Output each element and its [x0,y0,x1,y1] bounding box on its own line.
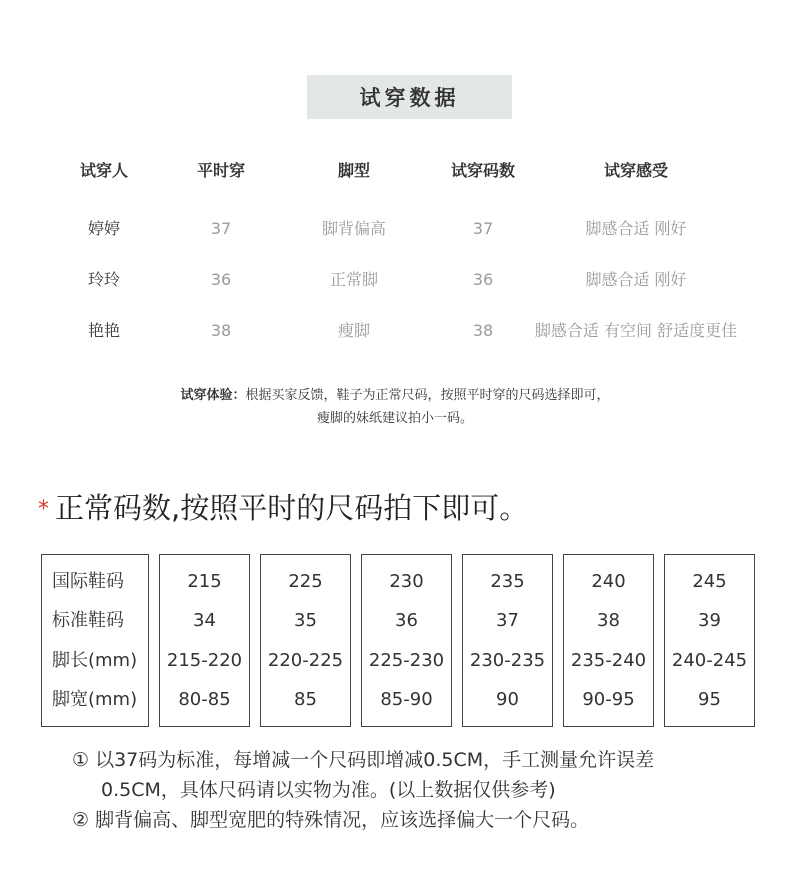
std-size: 35 [294,610,317,631]
size-column [462,554,553,727]
header-foot-type: 脚型 [337,161,371,180]
foot-length: 215-220 [166,650,243,671]
size-headline [38,488,528,528]
std-size: 37 [496,610,519,631]
foot-width: 85-90 [380,689,433,710]
row-label: 脚长(mm) [52,650,138,671]
section-title: 试穿数据 [307,75,512,119]
std-size: 36 [395,610,418,631]
usual-size: 36 [210,270,232,289]
size-column [563,554,654,727]
header-usual-size: 平时穿 [196,161,246,180]
size-note-2: ② 脚背偏高、脚型宽肥的特殊情况，应该选择偏大一个尺码。 [72,809,590,831]
foot-length: 220-225 [267,650,344,671]
std-size: 38 [597,610,620,631]
std-size: 34 [193,610,216,631]
table-row [0,267,790,293]
foot-type: 脚背偏高 [321,219,387,238]
foot-width: 80-85 [178,689,231,710]
intl-size: 240 [591,571,626,592]
foot-type: 瘦脚 [337,321,371,340]
try-on-note [0,384,790,407]
foot-width: 85 [294,689,317,710]
tried-size: 36 [472,270,494,289]
foot-length: 235-240 [570,650,647,671]
foot-width: 95 [698,689,721,710]
intl-size: 235 [490,571,525,592]
header-tried-size: 试穿码数 [450,161,516,180]
table-row [0,216,790,242]
feeling: 脚感合适 有空间 舒适度更佳 [534,321,738,340]
foot-width: 90-95 [582,689,635,710]
headline-text: 正常码数,按照平时的尺码拍下即可。 [55,491,529,525]
size-note-1: ① 以37码为标准，每增减一个尺码即增减0.5CM，手工测量允许误差 [72,749,655,771]
tester-name: 艳艳 [87,321,121,340]
size-column [361,554,452,727]
intl-size: 230 [389,571,424,592]
tried-size: 37 [472,219,494,238]
note-label: 试穿体验： [180,388,246,403]
foot-length: 240-245 [671,650,748,671]
size-column [159,554,250,727]
foot-length: 225-230 [368,650,445,671]
note-line-2: 瘦脚的妹纸建议拍小一码。 [316,411,473,426]
intl-size: 245 [692,571,727,592]
tester-name: 婷婷 [87,219,121,238]
size-column [260,554,351,727]
std-size: 39 [698,610,721,631]
size-table-labels [41,554,149,727]
row-label: 脚宽(mm) [52,689,138,710]
feeling: 脚感合适 刚好 [585,219,687,238]
intl-size: 215 [187,571,222,592]
foot-length: 230-235 [469,650,546,671]
header-feeling: 试穿感受 [603,161,669,180]
intl-size: 225 [288,571,323,592]
usual-size: 38 [210,321,232,340]
usual-size: 37 [210,219,232,238]
size-note-1-continued: 0.5CM，具体尺码请以实物为准。(以上数据仅供参考) [101,779,556,801]
feeling: 脚感合适 刚好 [585,270,687,289]
row-label: 国际鞋码 [52,571,124,592]
try-on-table-header [0,158,790,184]
size-column [664,554,755,727]
note-line-1: 根据买家反馈，鞋子为正常尺码，按照平时穿的尺码选择即可， [245,388,610,403]
tried-size: 38 [472,321,494,340]
table-row [0,318,790,344]
row-label: 标准鞋码 [52,610,124,631]
header-tester: 试穿人 [79,161,129,180]
tester-name: 玲玲 [87,270,121,289]
foot-type: 正常脚 [329,270,379,289]
foot-width: 90 [496,689,519,710]
asterisk-icon: * [38,497,49,522]
